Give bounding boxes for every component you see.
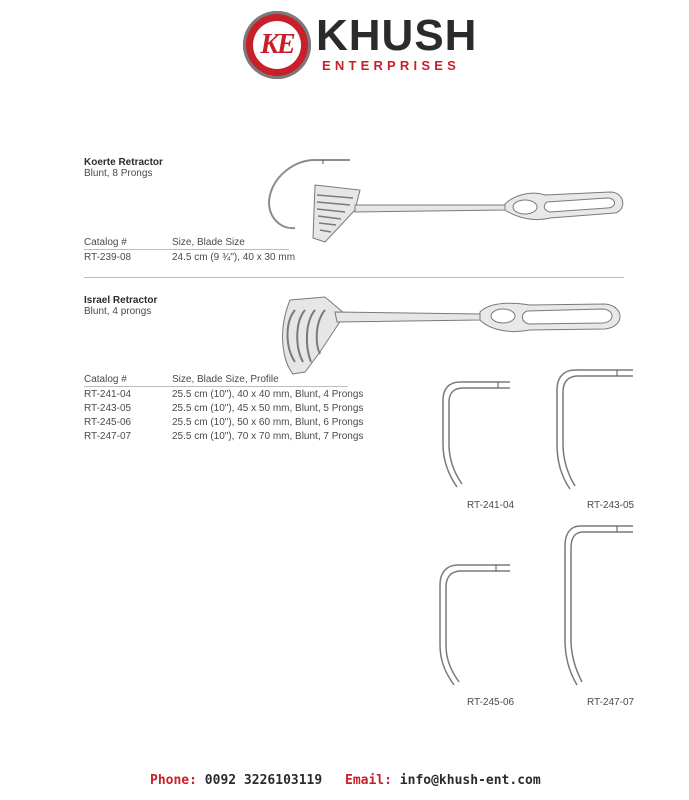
table-divider — [84, 249, 289, 250]
product-title: Koerte Retractor — [84, 157, 163, 168]
row-desc: 25.5 cm (10"), 70 x 70 mm, Blunt, 7 Prongs — [172, 431, 364, 442]
footer-email — [345, 773, 541, 788]
logo-mark: KE — [260, 29, 294, 60]
product-table-desc — [172, 388, 363, 444]
row-catalog: RT-241-04 — [84, 389, 132, 400]
product-table — [84, 388, 131, 444]
email-label: Email: — [345, 773, 392, 788]
row-desc: 25.5 cm (10"), 45 x 50 mm, Blunt, 5 Prongs — [172, 403, 364, 414]
brand-name: KHUSH — [316, 11, 478, 60]
product-subtitle: Blunt, 4 prongs — [84, 306, 152, 317]
phone-value[interactable]: 0092 3226103119 — [204, 773, 323, 788]
row-desc: 25.5 cm (10"), 40 x 40 mm, Blunt, 4 Prongs — [172, 389, 364, 400]
col-header-catalog: Catalog # — [84, 374, 127, 385]
profile-label: RT-243-05 — [587, 500, 635, 511]
profile-label: RT-245-06 — [467, 697, 515, 708]
profile-label: RT-241-04 — [467, 500, 515, 511]
row-catalog: RT-239-08 — [84, 252, 132, 263]
row-desc: 24.5 cm (9 ¾"), 40 x 30 mm — [172, 252, 296, 263]
col-header-desc: Size, Blade Size, Profile — [172, 374, 279, 385]
row-catalog: RT-243-05 — [84, 403, 132, 414]
phone-label: Phone: — [150, 773, 197, 788]
col-header-catalog: Catalog # — [84, 237, 127, 248]
profile-rt-247-07 — [555, 520, 635, 690]
profile-rt-243-05 — [545, 364, 635, 494]
table-divider — [84, 386, 348, 387]
product-title: Israel Retractor — [84, 295, 158, 306]
col-header-desc: Size, Blade Size — [172, 237, 245, 248]
row-catalog: RT-245-06 — [84, 417, 132, 428]
product-subtitle: Blunt, 8 Prongs — [84, 168, 153, 179]
koerte-retractor-image — [255, 150, 635, 250]
email-link[interactable]: info@khush-ent.com — [399, 773, 541, 788]
profile-rt-245-06 — [430, 560, 520, 690]
footer-phone — [150, 773, 322, 788]
row-catalog: RT-247-07 — [84, 431, 132, 442]
section-divider — [84, 277, 624, 278]
profile-label: RT-247-07 — [587, 697, 635, 708]
profile-rt-241-04 — [430, 372, 520, 492]
brand-tagline: ENTERPRISES — [322, 58, 460, 73]
row-desc: 25.5 cm (10"), 50 x 60 mm, Blunt, 6 Prongs — [172, 417, 364, 428]
